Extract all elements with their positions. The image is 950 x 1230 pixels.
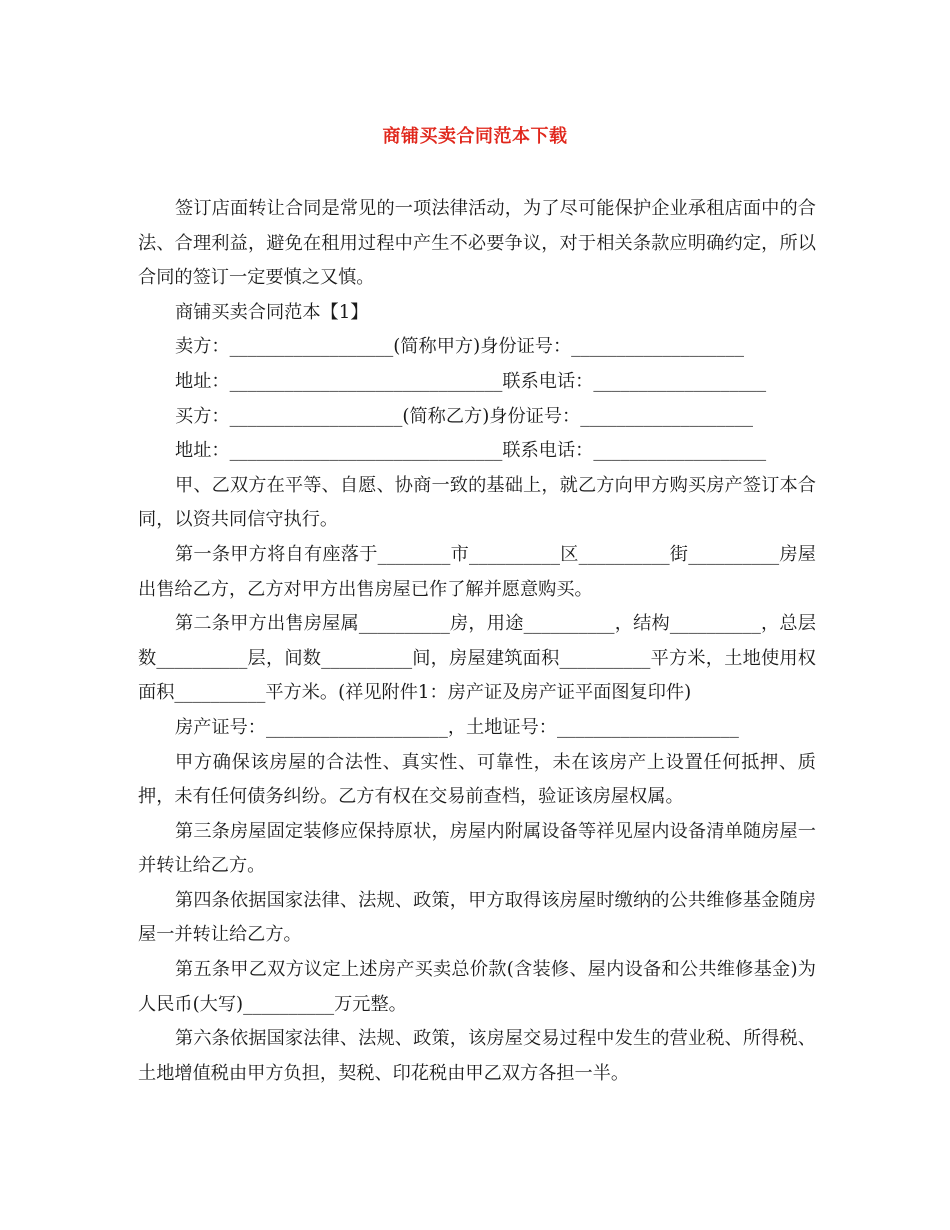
guarantee-paragraph: 甲方确保该房屋的合法性、真实性、可靠性，未在该房产上设置任何抵押、质押，未有任何债务纠纷。乙方有权在交易前查档，验证该房屋权属。: [138, 751, 816, 808]
seller-line: 卖方：__________________(简称甲方)身份证号：___________________: [175, 336, 744, 358]
buyer-address-line: 地址：______________________________联系电话：___________________: [175, 440, 767, 462]
buyer-line: 买方：___________________(简称乙方)身份证号：___________________: [175, 405, 754, 427]
agreement-paragraph: 甲、乙双方在平等、自愿、协商一致的基础上，就乙方向甲方购买房产签订本合同，以资共同信守执行。: [138, 474, 816, 531]
article-6: 第六条依据国家法律、法规、政策，该房屋交易过程中发生的营业税、所得税、土地增值税由甲方负担，契税、印花税由甲乙双方各担一半。: [138, 1028, 816, 1084]
article-3: 第三条房屋固定装修应保持原状，房屋内附属设备等祥见屋内设备清单随房屋一并转让给乙方。: [138, 820, 816, 877]
certificate-line: 房产证号：____________________，土地证号：____________________: [175, 716, 739, 738]
section-heading: 商铺买卖合同范本【1】: [175, 301, 369, 323]
article-5: 第五条甲乙双方议定上述房产买卖总价款(含装修、屋内设备和公共维修基金)为人民币(大写)__________万元整。: [138, 959, 816, 1015]
document-title: 商铺买卖合同范本下载: [382, 126, 568, 147]
intro-paragraph: 签订店面转让合同是常见的一项法律活动，为了尽可能保护企业承租店面中的合法、合理利益，避免在租用过程中产生不必要争议，对于相关条款应明确约定，所以合同的签订一定要慎之又慎。: [138, 198, 816, 289]
seller-address-line: 地址：______________________________联系电话：___________________: [175, 370, 767, 392]
article-4: 第四条依据国家法律、法规、政策，甲方取得该房屋时缴纳的公共维修基金随房屋一并转让给乙方。: [138, 889, 816, 946]
article-2: 第二条甲方出售房屋属__________房，用途__________，结构__________，总层数__________层，间数__________间，房屋建筑面积__________平方米，土地使用权面积__________平方米。(祥见附件1：房产证及房产证平面图复印件): [138, 613, 816, 704]
document-body: [138, 192, 816, 1091]
article-1: 第一条甲方将自有座落于________市__________区__________街__________房屋出售给乙方，乙方对甲方出售房屋已作了解并愿意购买。: [138, 543, 816, 600]
